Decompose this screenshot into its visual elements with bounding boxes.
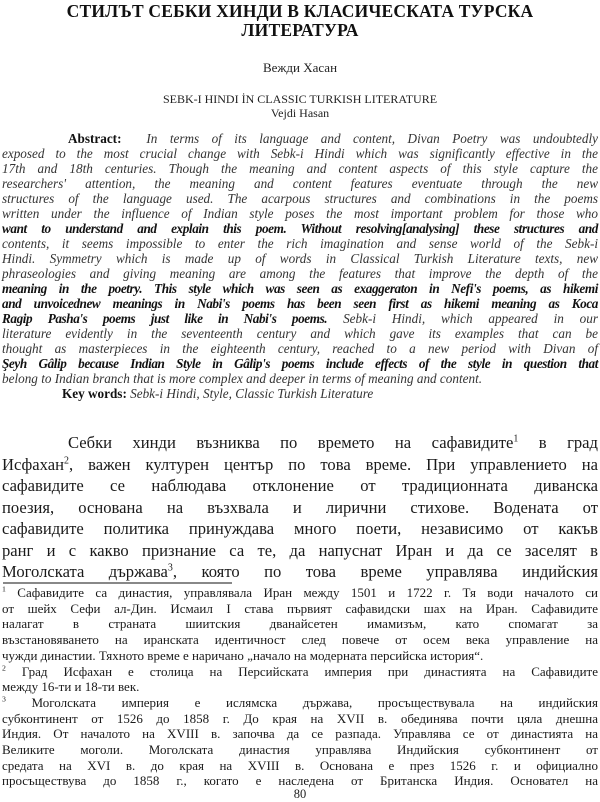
footnote-line: между 16-ти и 18-ти век.	[2, 679, 140, 695]
footnote-line: субконтинент от 1526 до 1858 г. До края на XVII в. обединява почти цяла днешна	[2, 710, 598, 726]
footnote-ref-2[interactable]: 2	[64, 454, 69, 466]
footnote-line: възстановяването на иранската идентичност след повече от осем века управление на	[2, 632, 598, 648]
footnote-line: налагат в страната шиитския дванайсетен имамизъм, като спомагат за	[2, 616, 598, 632]
footnote-line: от шейх Сефи ал-Дин. Исмаил I става първият сафавидски шах на Иран. Сафавидите	[2, 600, 598, 616]
abstract-line: want to understand and explain this poem. Without resolving[analysing] these structures and	[2, 221, 598, 236]
keywords-line	[62, 386, 598, 401]
body-line: сафавидите политика принуждава много поети, независимо от какъв	[2, 519, 598, 538]
abstract-line: thought as masterpieces in the eighteenth century, reached to a new period with Divan of	[2, 341, 598, 356]
body-line: Исфахан$^2$, важен културен център по това време. При управлението на	[2, 454, 598, 474]
body-line: сафавидите се наблюдава отклонение от традиционната диванска	[2, 476, 598, 495]
abstract-line: 17th and 18th centuries. Though the meaning and content aspects of this style capture the	[2, 161, 598, 176]
abstract-line: phraseologies and giving meaning are among the features that improve the depth of the	[2, 266, 598, 281]
footnote-line: $^1$ Сафавидите са династия, управлявала Иран между 1501 и 1722 г. Тя води началото си	[2, 584, 598, 600]
footnote-ref-1[interactable]: 1	[513, 433, 519, 445]
abstract-line: Hindi. Symmetry which is made up of words in Classical Turkish Literature texts, new	[2, 251, 598, 266]
body-line: Себки хинди възниква по времето на сафавидите$^1$ в град	[68, 433, 598, 452]
body-line: поезия, основана на възхвала и лирични стихове. Водената от	[2, 497, 598, 517]
page-number: 80	[293, 787, 307, 801]
abstract-line: belong to Indian branch that is more complex and deeper in terms of meaning and content.	[2, 371, 483, 386]
footnote-line: $^2$ Град Исфахан е столица на Персийската империя при династията на Сафавидите	[2, 663, 598, 679]
page-title-line-2: ЛИТЕРАТУРА	[241, 20, 359, 40]
abstract-line: meaning in the poetry. This style which was seen as exaggeraton in Nefi's poems, as hikemi	[2, 281, 598, 296]
abstract-line: Abstract: In terms of its language and content, Divan Poetry was undoubtedly	[68, 131, 599, 146]
abstract-line: literature evidently in the seventeenth century and which gave its examples that can be	[2, 326, 598, 341]
footnote-line: $^3$ Моголската империя е ислямска държава, просъществувала на индийския	[2, 694, 598, 710]
abstract-label: Abstract:	[68, 131, 122, 146]
abstract-line: exposed to the most crucial change with Sebk-i Hindi which was significantly effective in the	[2, 146, 598, 161]
abstract-line: contents, it seems impossible to enter the rich imagination and sense world of the Sebk-i	[2, 236, 598, 251]
footnote-line: чужди династии. Тяхното време е наричано „начало на модерната персийска история“.	[2, 647, 484, 663]
footnote-line: средата на XVI в. до края на XVIII в. Основана е през 1526 г. и официално	[2, 757, 598, 773]
keywords-label: Key words:	[62, 386, 127, 401]
body-line: ранг и с какво признание са те, да напуснат Иран и да се заселят в	[2, 540, 598, 560]
abstract-line: Ragip Pasha's poems just like in Nabi's poems. Sebk-i Hindi, which appeared in our	[2, 311, 598, 326]
abstract-line: and unvoicednew meanings in Nabi's poems has been seen first as hikemi meaning as Koca	[2, 296, 598, 311]
footnote-ref-3[interactable]: 3	[167, 562, 173, 574]
abstract-line: researchers' attention, the meaning and content features eventuate through the new	[2, 176, 598, 191]
footnote-separator	[3, 582, 232, 584]
abstract-line: Şeyh Gâlip because Indian Style in Gâlip's poems include effects of the style in question that	[2, 356, 598, 371]
english-title: SEBK-I HINDI İN CLASSIC TURKISH LITERATURE	[162, 92, 438, 106]
body-line: Моголската държава$^3$, която по това време управлява индийския	[2, 562, 598, 581]
footnote-line: просъществува до 1858 г., когато е наследена от Британска Индия. Основател на	[2, 773, 598, 789]
keywords: Sebk-i Hindi, Style, Classic Turkish Literature	[130, 386, 374, 401]
abstract-line: structures of the language used. The acarpous structures and combinations in the poems	[2, 191, 598, 206]
page-title-line-1: СТИЛЪТ СЕБКИ ХИНДИ В КЛАСИЧЕСКАТА ТУРСКА	[66, 1, 534, 21]
footnote-line: Индия. От началото на XVIII в. започва да се разпада. Управлява се от династията на	[2, 726, 598, 742]
english-author: Vejdi Hasan	[270, 106, 330, 120]
author-name-bg: Вежди Хасан	[262, 60, 338, 75]
footnote-line: Великите моголи. Моголската династия управлява Индийския субконтинент от	[2, 742, 598, 757]
abstract-line: written under the influence of Indian style poses the most important problem for those who	[2, 206, 598, 221]
